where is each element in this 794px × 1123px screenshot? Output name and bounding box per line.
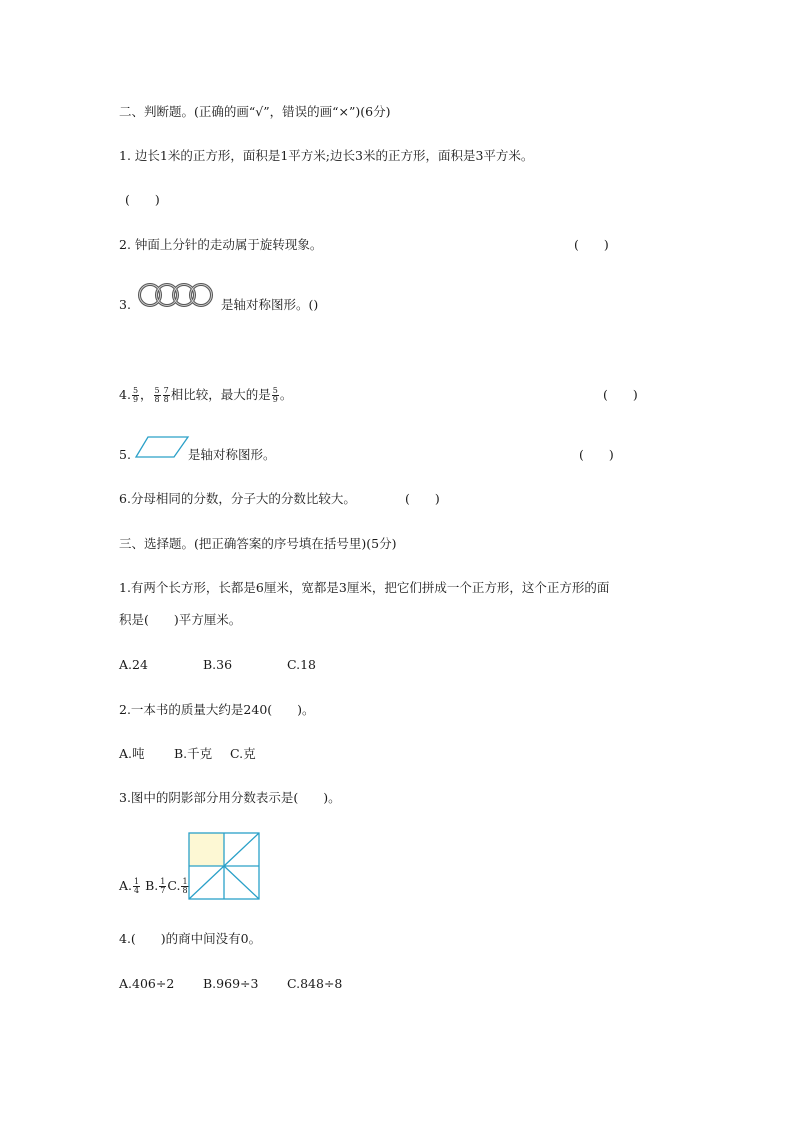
s2-q4-line: 4. $\frac{5}{9}$ ， $\frac{5}{8}$ $\frac{7}{8}$ 相比较，最大的是 $\frac{5}{9}$ 。	[119, 386, 293, 404]
s2-q5-bracket[interactable]: ( )	[579, 447, 614, 462]
s3-q4-option-a[interactable]: A.406÷2	[119, 976, 175, 991]
s3-q4-text: 4.( )的商中间没有0。	[119, 931, 262, 946]
s3-q2-option-a[interactable]: A.吨	[119, 746, 145, 761]
shaded-region	[189, 833, 224, 866]
s2-q4-fraction-3: $\frac{7}{8}$	[163, 386, 169, 404]
s3-q4-option-c[interactable]: C.848÷8	[287, 976, 343, 991]
section3-heading: 三、选择题。(把正确答案的序号填在括号里)(5分)	[119, 536, 397, 551]
s3-q2-option-b[interactable]: B.千克	[174, 746, 213, 761]
four-rings-figure	[136, 282, 220, 308]
s3-q3-text: 3.图中的阴影部分用分数表示是( )。	[119, 790, 341, 805]
s3-q2-text: 2.一本书的质量大约是240( )。	[119, 702, 315, 717]
shaded-square-figure	[188, 832, 260, 900]
s2-q1-text: 1. 边长1米的正方形，面积是1平方米;边长3米的正方形，面积是3平方米。	[119, 148, 534, 163]
s2-q1-bracket[interactable]: ( )	[125, 192, 160, 207]
s3-q3-option-a[interactable]: A. $\frac{1}{4}$	[119, 877, 140, 895]
s3-q4-option-b[interactable]: B.969÷3	[203, 976, 259, 991]
s2-q2-bracket[interactable]: ( )	[574, 237, 609, 252]
s3-q1-option-b[interactable]: B.36	[203, 657, 233, 672]
s2-q4-text: 相比较，最大的是	[170, 387, 271, 402]
s2-q4-fraction-2: $\frac{5}{8}$	[154, 386, 160, 404]
s2-q5-text: 是轴对称图形。	[188, 447, 276, 462]
parallelogram-figure	[134, 435, 190, 459]
s2-q4-number: 4.	[119, 387, 131, 402]
s3-q1-line1: 1.有两个长方形，长都是6厘米，宽都是3厘米，把它们拼成一个正方形，这个正方形的面	[119, 580, 610, 595]
s2-q2-text: 2. 钟面上分针的走动属于旋转现象。	[119, 237, 323, 252]
s2-q3-number: 3.	[119, 297, 131, 312]
s2-q4-answer-fraction: $\frac{5}{9}$	[272, 386, 278, 404]
s3-q3-options	[119, 878, 190, 895]
s3-q3-option-b[interactable]: B. $\frac{1}{7}$	[145, 877, 166, 895]
s2-q6-text: 6.分母相同的分数，分子大的分数比较大。	[119, 491, 356, 506]
s3-q3-option-c[interactable]: C. $\frac{1}{8}$	[167, 877, 188, 895]
s2-q4-bracket[interactable]: ( )	[603, 387, 638, 402]
s3-q1-option-a[interactable]: A.24	[119, 657, 148, 672]
s2-q4-fraction-1: $\frac{5}{9}$	[132, 386, 139, 404]
s3-q1-line2: 积是( )平方厘米。	[119, 612, 242, 627]
s2-q6-bracket[interactable]: ( )	[405, 491, 440, 506]
section2-heading: 二、判断题。(正确的画“√”，错误的画“×”)(6分)	[119, 104, 391, 119]
s3-q2-option-c[interactable]: C.克	[230, 746, 256, 761]
s2-q5-number: 5.	[119, 447, 131, 462]
s3-q1-option-c[interactable]: C.18	[287, 657, 316, 672]
s2-q3-text: 是轴对称图形。()	[221, 297, 319, 312]
